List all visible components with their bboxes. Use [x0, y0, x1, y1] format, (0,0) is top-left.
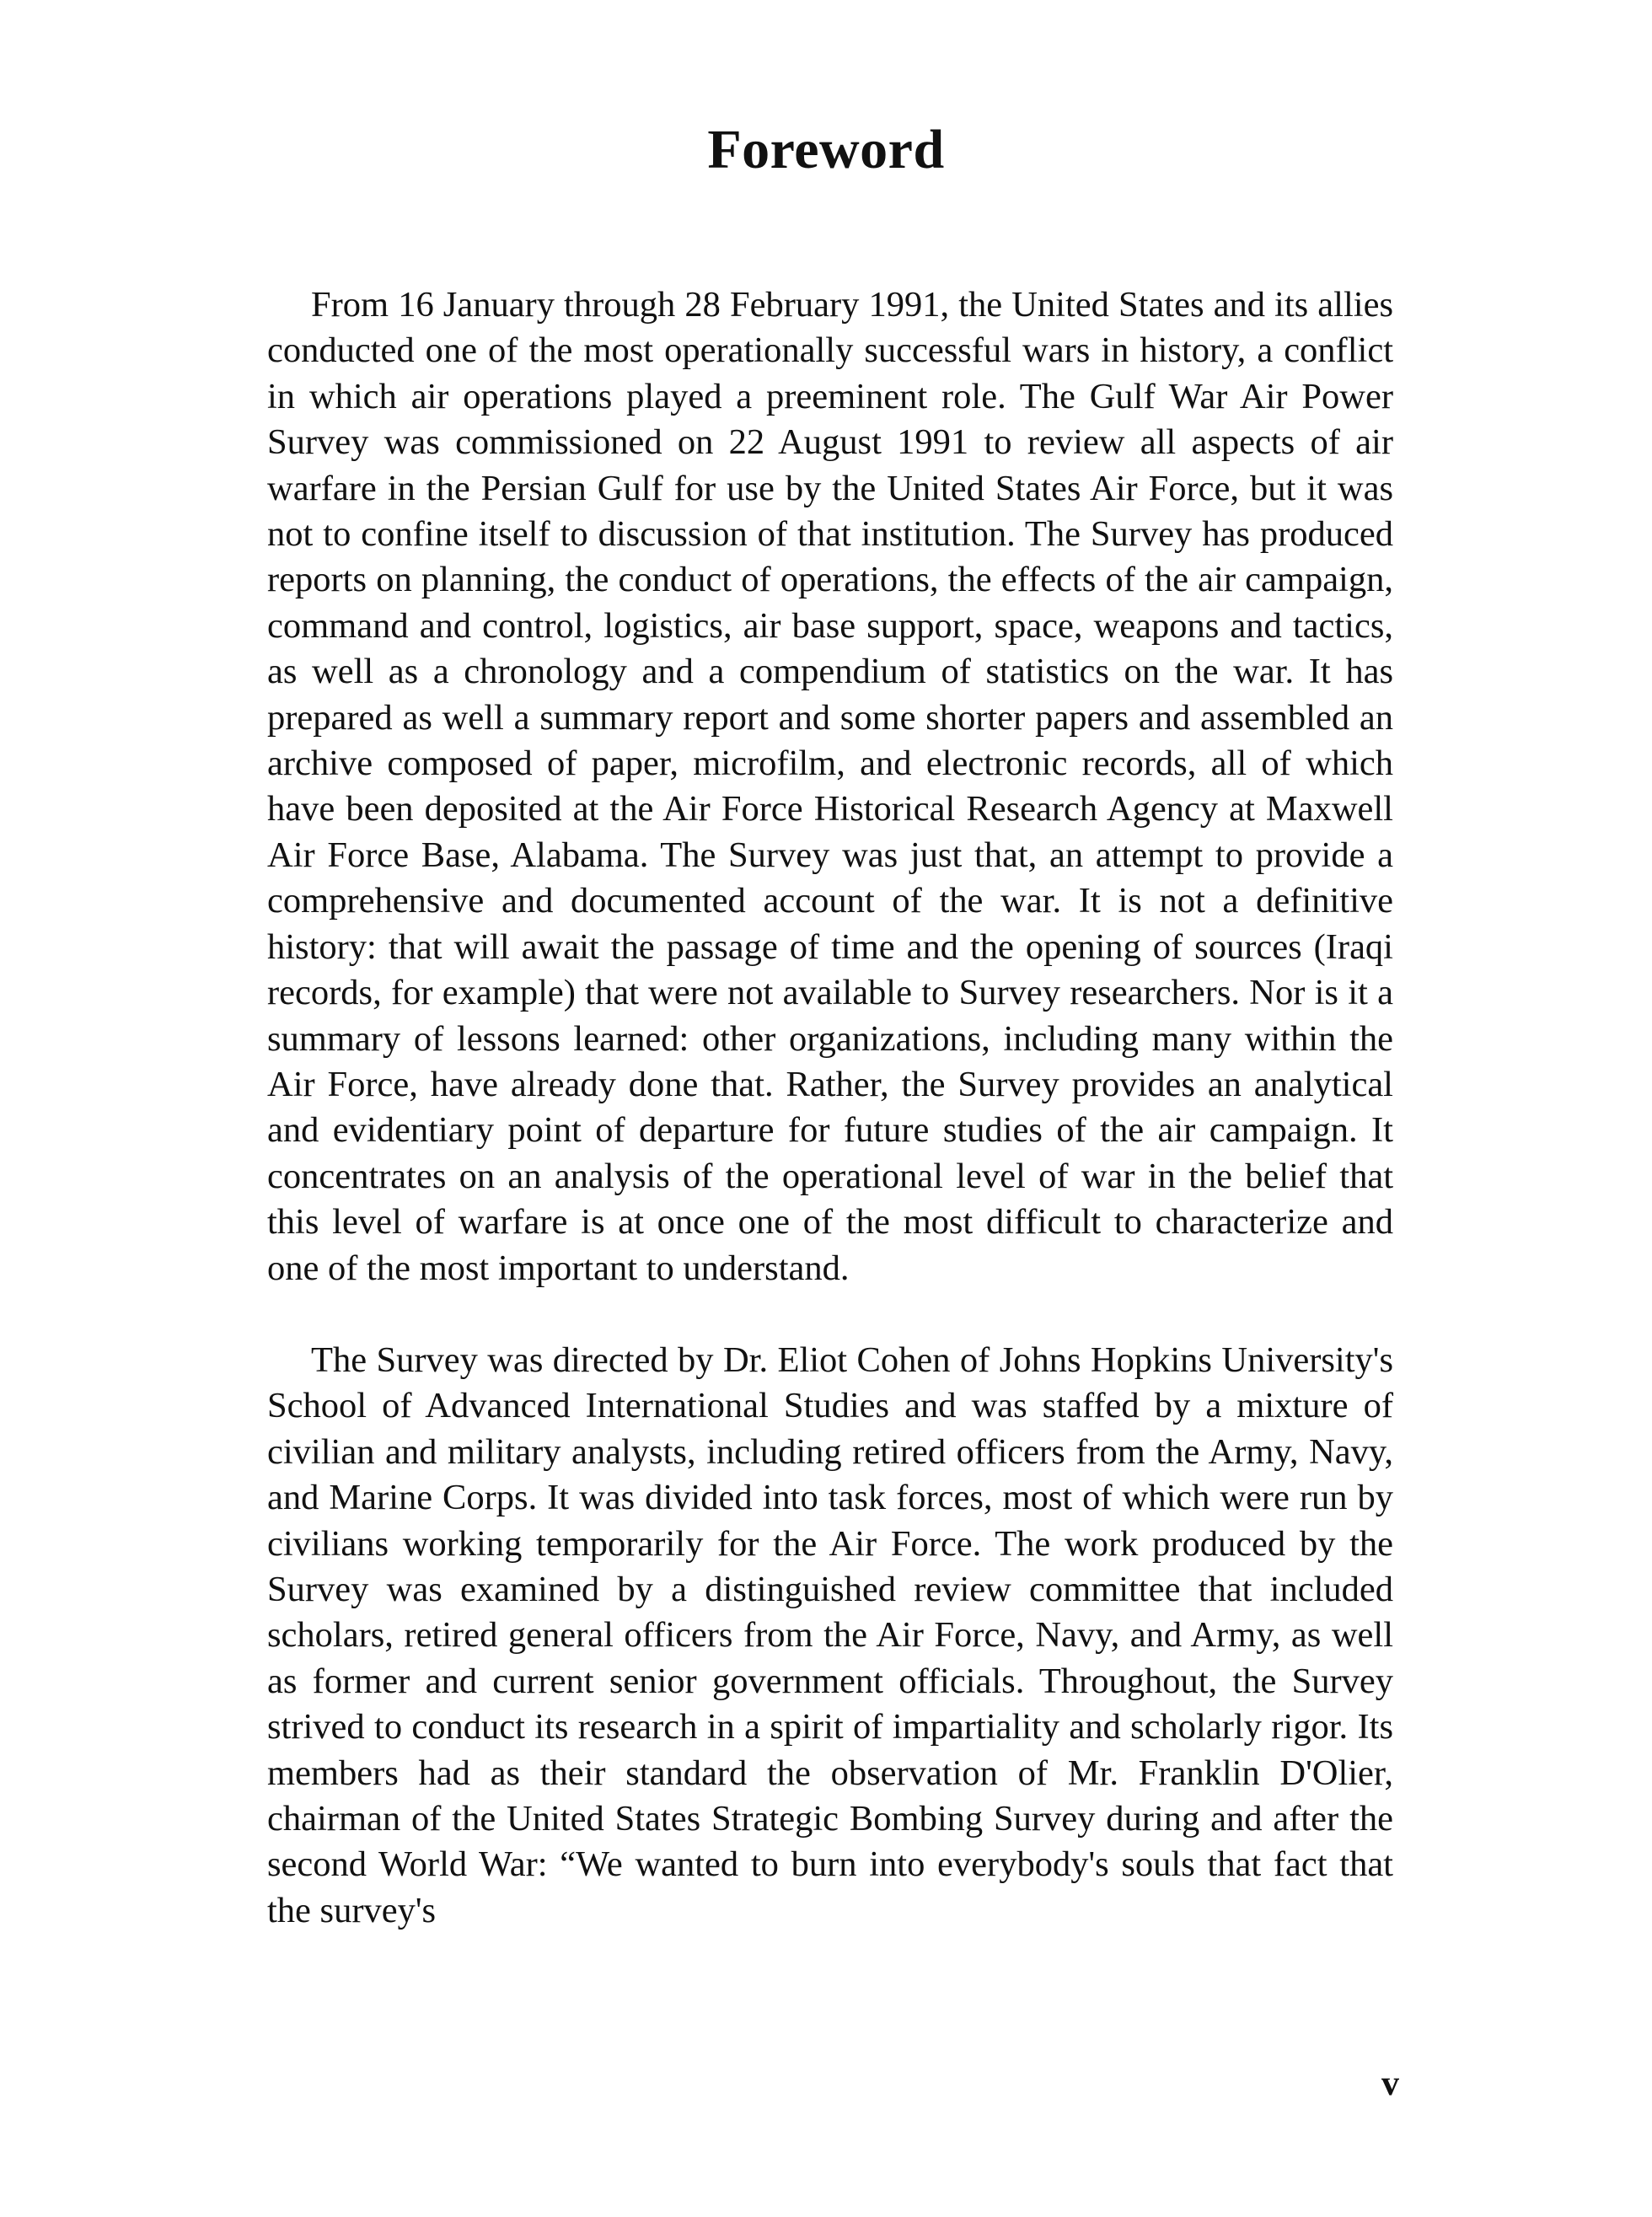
paragraph-container-1 — [267, 282, 1393, 1291]
page-number: v — [1381, 2064, 1399, 2103]
body-paragraph-1: From 16 January through 28 February 1991, the United States and its allies conducted one of the most operationally successful wars in history, a conflict in which air operations played a preeminent role. The Gulf War Air Power Survey was commissioned on 22 August 1991 to review all aspects of air warfare in the Persian Gulf for use by the United States Air Force, but it was not to confine itself to discussion of that institution. The Survey has produced reports on planning, the conduct of operations, the effects of the air campaign, command and control, logistics, air base support, space, weapons and tactics, as well as a chronology and a compendium of statistics on the war. It has prepared as well a summary report and some shorter papers and assembled an archive composed of paper, microfilm, and electronic records, all of which have been deposited at the Air Force Historical Research Agency at Maxwell Air Force Base, Alabama. The Survey was just that, an attempt to provide a comprehensive and documented account of the war. It is not a definitive history: that will await the passage of time and the opening of sources (Iraqi records, for example) that were not available to Survey researchers. Nor is it a summary of lessons learned: other organizations, including many within the Air Force, have already done that. Rather, the Survey provides an analytical and evidentiary point of departure for future studies of the air campaign. It concentrates on an analysis of the operational level of war in the belief that this level of warfare is at once one of the most difficult to characterize and one of the most important to understand. — [267, 285, 1393, 1288]
body-paragraph-2: The Survey was directed by Dr. Eliot Cohen of Johns Hopkins University's School of Advanced International Studies and was staffed by a mixture of civilian and military analysts, including retired officers from the Army, Navy, and Marine Corps. It was divided into task forces, most of which were run by civilians working temporarily for the Air Force. The work produced by the Survey was examined by a distinguished review committee that included scholars, retired general officers from the Air Force, Navy, and Army, as well as former and current senior government officials. Throughout, the Survey strived to conduct its research in a spirit of impartiality and scholarly rigor. Its members had as their standard the observation of Mr. Franklin D'Olier, chairman of the United States Strategic Bombing Survey during and after the second World War: “We wanted to burn into everybody's souls that fact that the survey's — [267, 1340, 1393, 1930]
page-title: Foreword — [707, 119, 945, 180]
paragraph-container-2 — [267, 1338, 1393, 1934]
